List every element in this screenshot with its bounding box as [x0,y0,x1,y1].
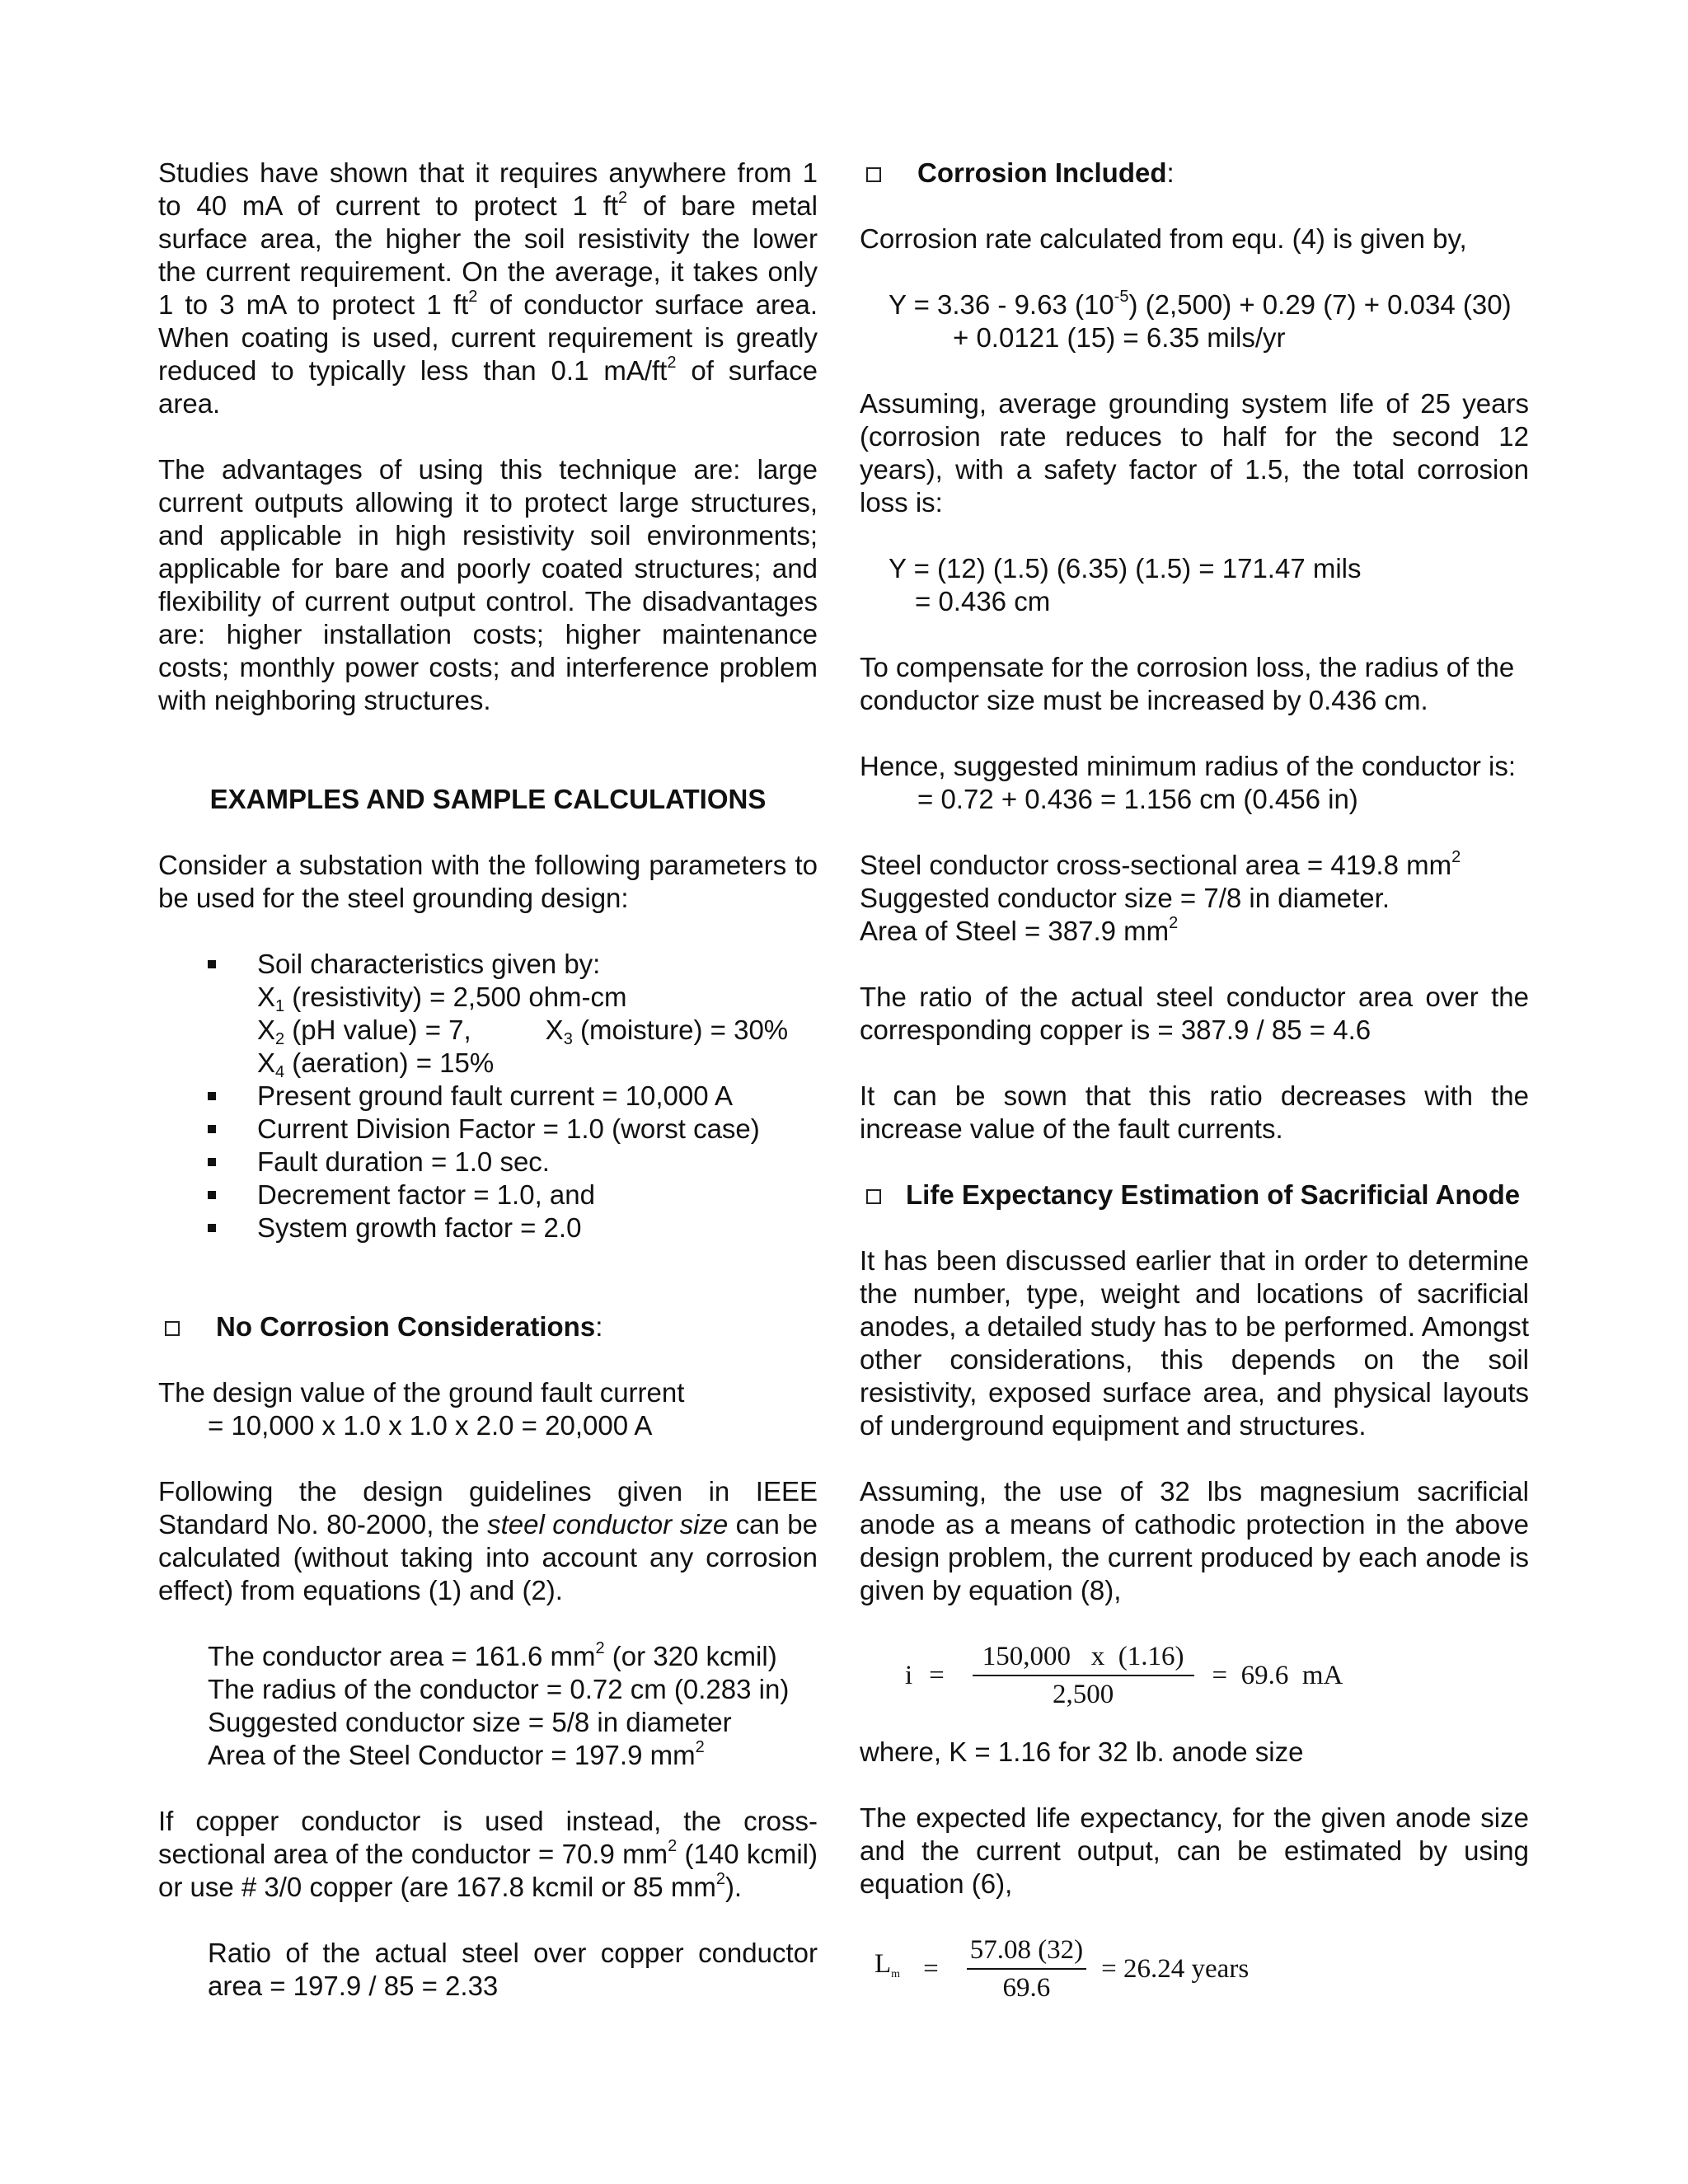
superscript: 2 [468,288,478,306]
corrosion-included-heading [860,157,1529,190]
bullet-icon [208,1158,216,1166]
text: of surface area. [158,355,818,419]
equation-y [860,288,1529,354]
paragraph-corrosion-rate: Corrosion rate calculated from equ. (4) is given by, [860,223,1467,254]
paragraph-ratio-decrease: It can be sown that this ratio decreases with the increase value of the fault currents. [860,1080,1529,1144]
equals-sign: = [923,1954,939,1984]
paragraph-anodes: It has been discussed earlier that in order to determine the number, type, weight and locations of sacrificial anodes, a detailed study has to be performed. Amongst other considerations, this depends on the soil resistivity, exposed surface area, and physical layouts of underground equipment and structures. [860,1245,1529,1441]
text-line: Hence, suggested minimum radius of the conductor is: [860,751,1517,781]
superscript: 2 [695,1738,705,1756]
soil-x4 [257,1047,818,1080]
var: X [257,1015,276,1045]
text-line: = 0.72 + 0.436 = 1.156 cm (0.456 in) [917,784,1358,814]
text: Y = 3.36 - 9.63 (10 [889,289,1114,320]
soil-title: Soil characteristics given by: [257,949,601,979]
equation-y2 [860,552,1529,618]
superscript: 2 [668,1837,678,1855]
heading-text: No Corrosion Considerations [216,1311,596,1342]
paragraph-life-expectancy: The expected life expectancy, for the given anode size and the current output, can be estimated by using equation (6), [860,1802,1529,1899]
equation-line [889,288,1529,321]
text: ). [724,1872,743,1902]
checkbox-icon [165,1321,180,1336]
no-corrosion-heading [158,1310,818,1343]
text: ) (2,500) + 0.29 (7) + 0.034 (30) [1128,289,1512,320]
var: L [874,1948,892,1979]
checkbox-icon [866,1189,881,1204]
list-item [158,1080,818,1113]
denominator: 2,500 [1053,1680,1114,1709]
spacer [158,1277,818,1310]
text: Studies have shown that it requires anywhere from 1 to 40 mA of current to protect 1 ft [158,157,818,221]
design-value [158,1376,818,1442]
steel-line [860,915,1529,948]
bullet-icon [208,1191,216,1199]
paragraph-substation: Consider a substation with the following parameters to be used for the steel grounding design: [158,850,818,913]
subscript: m [891,1967,901,1980]
subscript: 1 [275,997,285,1015]
text: If copper conductor is used instead, the cross-sectional area of the conductor = 70.9 mm [158,1806,818,1869]
steel-line: Suggested conductor size = 7/8 in diameter. [860,883,1390,913]
paragraph-copper [158,1805,818,1904]
text: (140 kcmil) or use # 3/0 copper (are 167.8 kcmil or 85 mm [158,1839,818,1902]
denominator: 69.6 [1002,1973,1051,2003]
var: X [257,982,276,1012]
text: The conductor area = 161.6 mm [208,1641,596,1671]
list-item [158,1179,818,1212]
subscript: 3 [563,1030,573,1048]
paragraph-grounding-life: Assuming, average grounding system life of 25 years (corrosion rate reduces to half for the second 12 years), with a safety factor of 1.5, the total corrosion loss is: [860,388,1529,518]
text: (resistivity) = 2,500 ohm-cm [284,982,627,1012]
soil-x2-x3 [257,1014,818,1047]
list-item-text: Present ground fault current = 10,000 A [257,1080,733,1111]
heading-text: Corrosion Included [917,157,1167,188]
result-line: Suggested conductor size = 5/8 in diameter [208,1707,732,1737]
equation-lhs: i [905,1661,913,1690]
results-block [158,1640,818,1772]
text: Following the design guidelines given in IEEE Standard No. 80-2000, the [158,1476,818,1540]
result-line [208,1640,818,1673]
equation-line: + 0.0121 (15) = 6.35 mils/yr [953,322,1286,353]
list-item-text: Fault duration = 1.0 sec. [257,1146,550,1177]
list-item-text: Current Division Factor = 1.0 (worst case) [257,1113,760,1144]
paragraph-min-radius [860,750,1529,816]
paragraph-k-value: where, K = 1.16 for 32 lb. anode size [860,1736,1304,1767]
equation-lhs [874,1947,900,1991]
fraction [973,1640,1194,1711]
equals-sign: = [929,1661,945,1690]
equation-rhs: = 26.24 years [1101,1954,1250,1984]
subscript: 2 [275,1030,285,1048]
superscript: 2 [715,1870,725,1888]
list-item-soil [158,948,818,1080]
numerator: 57.08 (32) [967,1933,1086,1970]
life-expectancy-heading [860,1179,1529,1212]
text: Steel conductor cross-sectional area = 419.8 mm [860,850,1452,880]
equation-rhs: = 69.6 mA [1212,1661,1343,1690]
left-column [158,157,818,2036]
superscript: 2 [1451,848,1461,866]
italic-text: steel conductor size [487,1509,729,1540]
text: (or 320 kcmil) [604,1641,777,1671]
fraction [967,1933,1086,2004]
spacer [158,750,818,783]
list-item [158,1212,818,1244]
paragraph-advantages: The advantages of using this technique are: large current outputs allowing it to protect large structures, and applicable in high resistivity soil environments; applicable for bare and poorly coated structures; and flexibility of current output control. The disadvantages are: higher installation costs; higher maintenance costs; monthly power costs; and interference problem with neighboring structures. [158,454,818,715]
superscript: 2 [667,354,677,372]
paragraph-current-requirement [158,157,818,420]
superscript: 2 [595,1639,605,1657]
parameter-list [158,948,818,1244]
superscript: 2 [1169,914,1179,932]
text: can be calculated (without taking into account any corrosion effect) from equations (1) and (2). [158,1509,818,1605]
colon: : [595,1311,603,1342]
list-item [158,1146,818,1179]
steel-block [860,849,1529,948]
text: (moisture) = 30% [572,1015,789,1045]
list-item [158,1113,818,1146]
heading-text: Life Expectancy Estimation of Sacrificial Anode [906,1179,1521,1210]
bullet-icon [208,1224,216,1232]
section-heading-examples: EXAMPLES AND SAMPLE CALCULATIONS [209,784,767,814]
result-line: The radius of the conductor = 0.72 cm (0.283 in) [208,1674,790,1704]
soil-x1 [257,981,818,1014]
text: Area of the Steel Conductor = 197.9 mm [208,1740,696,1770]
paragraph-ieee [158,1475,818,1607]
design-value-line2: = 10,000 x 1.0 x 1.0 x 2.0 = 20,000 A [208,1410,653,1441]
bullet-icon [208,1092,216,1100]
colon: : [1166,157,1175,188]
paragraph-compensate: To compensate for the corrosion loss, the radius of the conductor size must be increased by 0.436 cm. [860,652,1515,715]
design-value-line1: The design value of the ground fault current [158,1377,685,1408]
steel-line [860,849,1529,882]
equation-line: = 0.436 cm [915,586,1051,616]
checkbox-icon [866,167,881,182]
var: X [545,1015,564,1045]
numerator: 150,000 x (1.16) [973,1640,1194,1676]
list-item-text: System growth factor = 2.0 [257,1212,582,1243]
paragraph-ratio: Ratio of the actual steel over copper conductor area = 197.9 / 85 = 2.33 [208,1938,818,2001]
equation-current [860,1640,1529,1711]
right-column [860,157,1529,2037]
bullet-icon [208,1125,216,1133]
paragraph-magnesium: Assuming, the use of 32 lbs magnesium sacrificial anode as a means of cathodic protection in the above design problem, the current produced by each anode is given by equation (8), [860,1476,1529,1605]
result-line [208,1739,818,1772]
text: of conductor surface area. When coating is used, current requirement is greatly reduced to typically less than 0.1 mA/ft [158,289,818,386]
bullet-icon [208,960,216,968]
text: of bare metal surface area, the higher the soil resistivity the lower the current requirement. On the average, it takes only 1 to 3 mA to protect 1 ft [158,190,818,320]
var: X [257,1047,276,1078]
equation-life [860,1933,1529,2004]
superscript: -5 [1114,288,1129,306]
superscript: 2 [618,189,628,207]
text: Area of Steel = 387.9 mm [860,916,1170,946]
text: (aeration) = 15% [284,1047,495,1078]
equation-line: Y = (12) (1.5) (6.35) (1.5) = 171.47 mils [889,553,1362,583]
paragraph-steel-ratio: The ratio of the actual steel conductor area over the corresponding copper is = 387.9 / 85 = 4.6 [860,982,1529,1045]
text: (pH value) = 7, [284,1015,471,1045]
list-item-text: Decrement factor = 1.0, and [257,1179,595,1210]
subscript: 4 [275,1063,285,1081]
